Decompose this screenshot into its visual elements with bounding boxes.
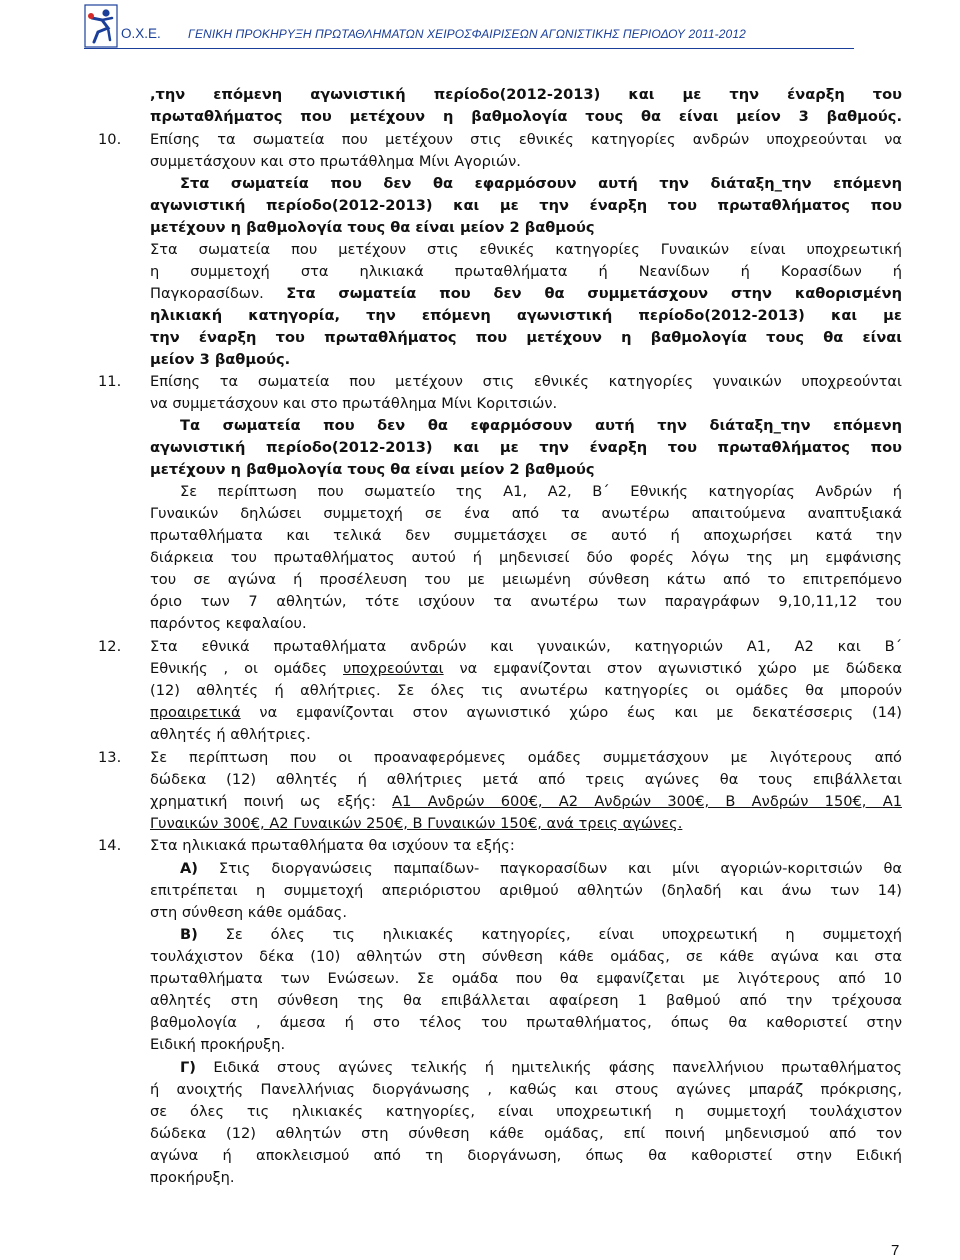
text-line: προκήρυξη. (150, 1169, 235, 1186)
text-run: να εμφανίζονται στον αγωνιστικό χώρο με δώδεκα (443, 660, 902, 677)
text-line: Επίσης τα σωματεία που μετέχουν στις εθνικές κατηγορίες γυναικών υποχρεούνται (150, 373, 902, 390)
text-line: να συμμετάσχουν και στο πρωτάθλημα Μίνι Κοριτσιών. (150, 395, 558, 412)
text-line (180, 924, 902, 946)
text-run: να εμφανίζονται στον αγωνιστικό χώρο έως και με δεκατέσσερις (14) (240, 704, 902, 721)
text-line: συμμετάσχουν και στο πρωτάθλημα Μίνι Αγοριών. (150, 153, 521, 170)
text-run: Στις διοργανώσεις παμπαίδων- παγκορασίδων και μίνι αγοριών-κοριτσιών θα (197, 860, 902, 877)
text-line: ή ανοιχτής Πανελλήνιας διοργάνωσης , καθώς και στους αγώνες μπαράζ πρόκρισης, (150, 1081, 902, 1098)
text-line: Στα σωματεία που μετέχουν στις εθνικές κατηγορίες Γυναικών είναι υποχρεωτική (150, 241, 902, 258)
header-title: ΓΕΝΙΚΗ ΠΡΟΚΗΡΥΞΗ ΠΡΩΤΑΘΛΗΜΑΤΩΝ ΧΕΙΡΟΣΦΑΙΡΙΣΕΩΝ ΑΓΩΝΙΣΤΙΚΗΣ ΠΕΡΙΟΔΟΥ 2011-2012 (188, 27, 746, 41)
text-run-bold: Στα σωματεία που δεν θα συμμετάσχουν στην καθορισμένη (286, 285, 902, 302)
handball-player-logo-icon (84, 4, 118, 48)
header-organization: Ο.Χ.Ε. (121, 26, 161, 41)
text-run: Παγκορασίδων. (150, 285, 287, 302)
text-line: επιτρέπεται η συμμετοχή απεριόριστου αριθμού αθλητών (δηλαδή και άνω των 14) (150, 882, 902, 899)
text-run: Ειδικά στους αγώνες τελικής ή ημιτελικής φάσης πανελλήνιου πρωταθλήματος (195, 1059, 902, 1076)
text-line: πρωταθλήματα και τελικά δεν συμμετάσχει σε αυτό ή αποχωρήσει κατά την (150, 527, 902, 544)
text-line (150, 658, 902, 680)
text-line: Γυναικών δηλώσει συμμετοχή σε ένα από τα ανωτέρω απαιτούμενα αναπτυξιακά (150, 505, 902, 522)
text-run: χρηματική ποινή ως εξής: (150, 793, 393, 810)
text-line: πρωταθλήματα των Ενώσεων. Σε ομάδα που θα εμφανίζεται με λιγότερους από 10 (150, 970, 902, 987)
page-header (0, 0, 960, 56)
text-line: η συμμετοχή στα ηλικιακά πρωταθλήματα ή Νεανίδων ή Κορασίδων ή (150, 263, 902, 280)
text-line: Ειδική προκήρυξη. (150, 1036, 286, 1053)
text-line: αγωνιστική περίοδο(2012-2013) και με την έναρξη του πρωταθλήματος που (150, 197, 902, 214)
subitem-label: Γ) (180, 1059, 196, 1076)
text-line: Στα εθνικά πρωταθλήματα ανδρών και γυναικών, κατηγοριών Α1, Α2 και Β΄ (150, 638, 902, 655)
text-line: όριο των 7 αθλητών, τότε ισχύουν τα ανωτέρω των παραγράφων 9,10,11,12 του (150, 593, 902, 610)
item-number: 11. (98, 373, 122, 390)
text-line: Γυναικών 300€, Α2 Γυναικών 250€, Β Γυναικών 150€, ανά τρεις αγώνες. (150, 815, 683, 832)
text-line: δώδεκα (12) αθλητών στη σύνθεση κάθε ομάδας, επί ποινή μηδενισμού από τον (150, 1125, 902, 1142)
item-number: 10. (98, 131, 122, 148)
text-line: μετέχουν η βαθμολογία τους θα είναι μείον 2 βαθμούς (150, 219, 595, 236)
text-line: Στα ηλικιακά πρωταθλήματα θα ισχύουν τα εξής: (150, 837, 515, 854)
text-line: αθλητές ή αθλήτριες. (150, 726, 311, 743)
text-line: δώδεκα (12) αθλητές ή αθλήτριες μετά από τρεις αγώνες θα τους επιβάλλεται (150, 771, 902, 788)
text-run-underlined: υποχρεούνται (343, 660, 444, 677)
text-line: σε όλες τις ηλικιακές κατηγορίες, είναι υποχρεωτική η συμμετοχή τουλάχιστον (150, 1103, 902, 1120)
text-line: αθλητές στη σύνθεση της θα επιβάλλεται αφαίρεση 1 βαθμού από την τρέχουσα (150, 992, 902, 1009)
text-line: αγωνιστική περίοδο(2012-2013) και με την έναρξη του πρωταθλήματος που (150, 439, 902, 456)
text-line: αγώνα ή αποκλεισμού από τη διοργάνωση, όπως θα καθοριστεί στην Ειδική (150, 1147, 902, 1164)
subitem-label: Β) (180, 926, 198, 943)
item-number: 14. (98, 837, 122, 854)
text-line (150, 283, 902, 305)
text-line: παρόντος κεφαλαίου. (150, 615, 307, 632)
text-line: Επίσης τα σωματεία που μετέχουν στις εθνικές κατηγορίες ανδρών υποχρεούνται να (150, 131, 902, 148)
text-line: (12) αθλητές ή αθλήτριες. Σε όλες τις ανωτέρω κατηγορίες οι ομάδες θα μπορούν (150, 682, 902, 699)
text-line: τουλάχιστον δέκα (10) αθλητών στη σύνθεση κάθε ομάδας, σε κάθε αγώνα και στα (150, 948, 902, 965)
text-line (150, 702, 902, 724)
subitem-label: Α) (180, 860, 198, 877)
text-line: πρωταθλήματος που μετέχουν η βαθμολογία τους θα είναι μείον 3 βαθμούς. (150, 108, 902, 125)
item-number: 13. (98, 749, 122, 766)
text-line: μείον 3 βαθμούς. (150, 351, 291, 368)
text-run: Εθνικής , οι ομάδες (150, 660, 343, 677)
text-line: Στα σωματεία που δεν θα εφαρμόσουν αυτή την διάταξη_την επόμενη (180, 175, 902, 192)
text-line: στη σύνθεση κάθε ομάδας. (150, 904, 347, 921)
page-number: 7 (891, 1242, 900, 1259)
text-line: βαθμολογία , άμεσα ή στο τέλος του πρωταθλήματος, όπως θα καθοριστεί στην (150, 1014, 902, 1031)
text-line: ηλικιακή κατηγορία, την επόμενη αγωνιστική περίοδο(2012-2013) και με (150, 307, 902, 324)
text-line: ,την επόμενη αγωνιστική περίοδο(2012-2013) και με την έναρξη του (150, 86, 902, 103)
text-line: διάρκεια του πρωταθλήματος αυτού ή μηδενισεί δύο φορές λόγω της μη εμφάνισης (150, 549, 902, 566)
text-line: Σε περίπτωση που σωματείο της Α1, Α2, Β΄ Εθνικής κατηγορίας Ανδρών ή (180, 483, 902, 500)
header-divider (84, 48, 854, 49)
text-line: του σε αγώνα ή προσέλευση του με μειωμένη σύνθεση κάτω από το επιτρεπόμενο (150, 571, 902, 588)
text-run: Σε όλες τις ηλικιακές κατηγορίες, είναι υποχρεωτική η συμμετοχή (197, 926, 902, 943)
text-line (150, 791, 902, 813)
text-line (180, 1057, 902, 1079)
text-line: μετέχουν η βαθμολογία τους θα είναι μείον 2 βαθμούς (150, 461, 595, 478)
text-line: Σε περίπτωση που οι προαναφερόμενες ομάδες συμμετάσχουν με λιγότερους από (150, 749, 902, 766)
text-line: Τα σωματεία που δεν θα εφαρμόσουν αυτή την διάταξη_την επόμενη (180, 417, 902, 434)
text-line: την έναρξη του πρωταθλήματος που μετέχουν η βαθμολογία τους θα είναι (150, 329, 902, 346)
text-run-underlined: προαιρετικά (150, 704, 241, 721)
text-run-underlined: Α1 Ανδρών 600€, Α2 Ανδρών 300€, Β Ανδρών 150€, Α1 (392, 793, 902, 810)
item-number: 12. (98, 638, 122, 655)
text-line (180, 858, 902, 880)
